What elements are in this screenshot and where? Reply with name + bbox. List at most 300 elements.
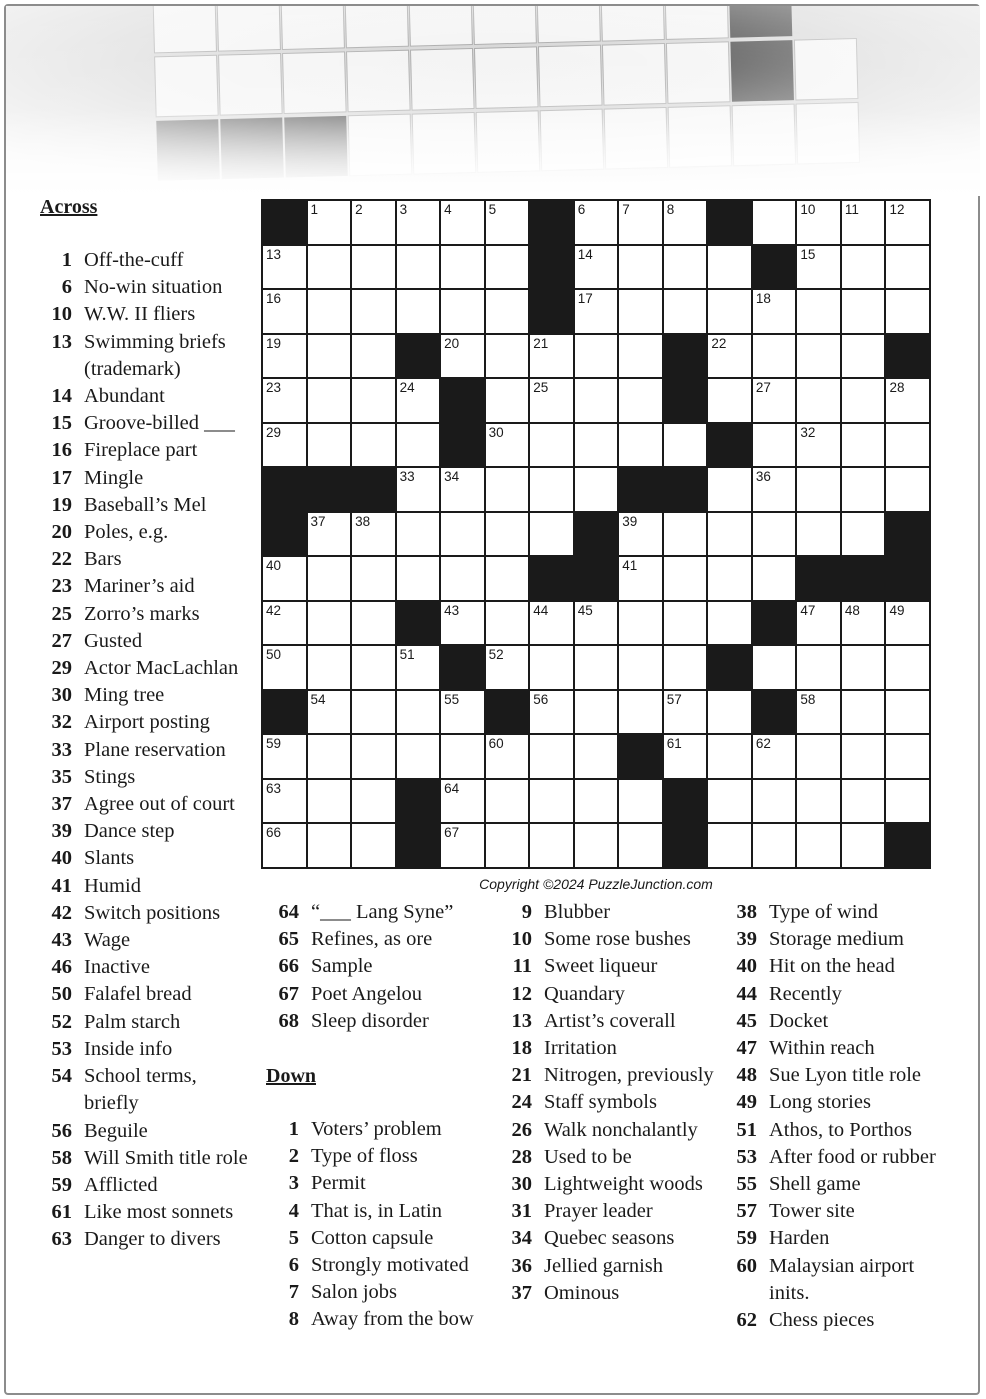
grid-cell[interactable] — [618, 423, 663, 468]
grid-cell[interactable] — [307, 779, 352, 824]
clue-item — [723, 1171, 938, 1198]
grid-row — [262, 289, 930, 334]
grid-cell[interactable] — [574, 378, 619, 423]
clue-number: 67 — [278, 982, 299, 1005]
clue-item — [498, 1062, 720, 1089]
clue-text: Prayer leader — [544, 1200, 653, 1223]
clue-item — [38, 601, 253, 628]
grid-cell[interactable] — [752, 378, 797, 423]
grid-cell[interactable] — [574, 690, 619, 735]
grid-cell[interactable] — [262, 245, 307, 290]
grid-cell[interactable] — [841, 734, 886, 779]
grid-cell[interactable] — [485, 289, 530, 334]
grid-cell[interactable] — [574, 200, 619, 245]
grid-cell[interactable] — [262, 289, 307, 334]
grid-cell[interactable] — [663, 245, 708, 290]
clue-number: 54 — [51, 1065, 72, 1088]
grid-cell[interactable] — [262, 734, 307, 779]
grid-cell[interactable] — [262, 423, 307, 468]
grid-cell[interactable] — [262, 823, 307, 868]
clue-item — [723, 899, 938, 926]
clue-text: Harden — [769, 1227, 830, 1250]
clue-item — [723, 1117, 938, 1144]
clue-item — [38, 519, 253, 546]
grid-cell[interactable] — [841, 823, 886, 868]
clue-text: Irritation — [544, 1037, 617, 1060]
grid-cell[interactable] — [396, 645, 441, 690]
clue-number: 58 — [51, 1146, 72, 1169]
cell-number: 48 — [844, 602, 860, 618]
grid-cell[interactable] — [841, 690, 886, 735]
grid-cell[interactable] — [440, 334, 485, 379]
clue-text: Fireplace part — [84, 439, 198, 462]
grid-cell[interactable] — [351, 556, 396, 601]
grid-cell[interactable] — [618, 601, 663, 646]
grid-cell[interactable] — [529, 690, 574, 735]
crossword-grid[interactable] — [261, 199, 931, 869]
cell-number: 39 — [622, 513, 638, 529]
grid-cell[interactable] — [618, 289, 663, 334]
grid-cell[interactable] — [307, 601, 352, 646]
clue-text: Dance step — [84, 820, 175, 843]
clue-text: Refines, as ore — [311, 928, 433, 951]
grid-cell[interactable] — [307, 823, 352, 868]
grid-cell[interactable] — [440, 601, 485, 646]
clue-item — [38, 709, 253, 736]
grid-row — [262, 823, 930, 868]
grid-cell[interactable] — [529, 467, 574, 512]
clue-text: Malaysian airport inits. — [769, 1254, 915, 1304]
cell-number: 17 — [577, 291, 593, 307]
grid-cell[interactable] — [529, 601, 574, 646]
clue-item — [265, 1306, 497, 1333]
clue-item — [38, 573, 253, 600]
clue-item — [38, 1009, 253, 1036]
grid-cell[interactable] — [618, 512, 663, 557]
clue-item — [498, 1008, 720, 1035]
grid-cell[interactable] — [796, 645, 841, 690]
clue-item — [498, 1117, 720, 1144]
grid-cell[interactable] — [885, 289, 930, 334]
grid-cell[interactable] — [396, 556, 441, 601]
grid-cell[interactable] — [841, 779, 886, 824]
grid-cell[interactable] — [618, 823, 663, 868]
clue-text: Lightweight woods — [544, 1173, 703, 1196]
grid-cell[interactable] — [663, 690, 708, 735]
grid-cell[interactable] — [663, 556, 708, 601]
grid-cell[interactable] — [262, 556, 307, 601]
cell-number: 2 — [355, 202, 363, 217]
cell-number: 12 — [889, 202, 905, 217]
copyright-notice: Copyright ©2024 PuzzleJunction.com — [479, 876, 713, 892]
grid-cell[interactable] — [752, 556, 797, 601]
clue-item — [723, 981, 938, 1008]
grid-cell[interactable] — [752, 734, 797, 779]
grid-cell[interactable] — [351, 334, 396, 379]
grid-cell[interactable] — [618, 200, 663, 245]
grid-cell[interactable] — [440, 289, 485, 334]
grid-cell[interactable] — [796, 690, 841, 735]
clue-text: Sue Lyon title role — [769, 1064, 922, 1087]
clue-text: “___ Lang Syne” — [311, 901, 454, 923]
grid-cell[interactable] — [307, 645, 352, 690]
clue-number: 31 — [511, 1200, 532, 1223]
grid-cell[interactable] — [885, 378, 930, 423]
grid-cell[interactable] — [796, 289, 841, 334]
grid-cell[interactable] — [307, 690, 352, 735]
cell-number: 66 — [266, 825, 282, 841]
grid-cell[interactable] — [796, 200, 841, 245]
black-square — [752, 601, 797, 646]
grid-cell[interactable] — [262, 645, 307, 690]
grid-cell[interactable] — [663, 512, 708, 557]
grid-cell[interactable] — [752, 423, 797, 468]
grid-cell[interactable] — [351, 645, 396, 690]
clue-item — [38, 818, 253, 845]
clue-text: Sample — [311, 955, 373, 978]
grid-cell[interactable] — [351, 245, 396, 290]
grid-cell[interactable] — [752, 334, 797, 379]
grid-cell[interactable] — [841, 423, 886, 468]
grid-cell[interactable] — [841, 245, 886, 290]
clue-item — [498, 1089, 720, 1116]
grid-cell[interactable] — [440, 779, 485, 824]
clue-item — [38, 1172, 253, 1199]
clue-number: 4 — [288, 1199, 299, 1222]
grid-cell[interactable] — [529, 645, 574, 690]
grid-row — [262, 556, 930, 601]
grid-cell[interactable] — [707, 289, 752, 334]
grid-cell[interactable] — [440, 734, 485, 779]
grid-cell[interactable] — [663, 601, 708, 646]
black-square — [262, 690, 307, 735]
grid-cell[interactable] — [796, 467, 841, 512]
grid-cell[interactable] — [529, 423, 574, 468]
grid-cell[interactable] — [618, 779, 663, 824]
grid-cell[interactable] — [885, 601, 930, 646]
grid-cell[interactable] — [796, 512, 841, 557]
grid-cell[interactable] — [574, 645, 619, 690]
grid-cell[interactable] — [396, 378, 441, 423]
grid-cell[interactable] — [574, 334, 619, 379]
grid-cell[interactable] — [796, 823, 841, 868]
grid-cell[interactable] — [307, 556, 352, 601]
grid-cell[interactable] — [396, 245, 441, 290]
grid-cell[interactable] — [396, 512, 441, 557]
grid-cell[interactable] — [529, 334, 574, 379]
black-square — [663, 467, 708, 512]
grid-cell[interactable] — [351, 289, 396, 334]
grid-cell[interactable] — [485, 601, 530, 646]
grid-cell[interactable] — [885, 200, 930, 245]
grid-cell[interactable] — [262, 334, 307, 379]
clue-item — [38, 954, 253, 981]
across-clue-list-continued — [265, 899, 497, 1035]
grid-cell[interactable] — [485, 423, 530, 468]
grid-cell[interactable] — [440, 556, 485, 601]
grid-row — [262, 512, 930, 557]
grid-cell[interactable] — [618, 245, 663, 290]
grid-cell[interactable] — [618, 556, 663, 601]
grid-cell[interactable] — [574, 601, 619, 646]
grid-cell[interactable] — [796, 779, 841, 824]
grid-cell[interactable] — [885, 779, 930, 824]
grid-cell[interactable] — [707, 779, 752, 824]
clue-text: Abundant — [84, 385, 165, 408]
grid-cell[interactable] — [307, 378, 352, 423]
black-square — [396, 823, 441, 868]
clue-text: Ming tree — [84, 684, 165, 707]
grid-cell[interactable] — [796, 378, 841, 423]
grid-cell[interactable] — [663, 289, 708, 334]
grid-cell[interactable] — [485, 512, 530, 557]
grid-cell[interactable] — [485, 378, 530, 423]
clue-number: 36 — [511, 1254, 532, 1277]
cell-number: 50 — [266, 647, 282, 663]
grid-cell[interactable] — [663, 734, 708, 779]
grid-cell[interactable] — [529, 378, 574, 423]
grid-cell[interactable] — [885, 645, 930, 690]
cell-number: 27 — [755, 380, 771, 396]
grid-cell[interactable] — [307, 734, 352, 779]
grid-cell[interactable] — [752, 200, 797, 245]
grid-cell[interactable] — [485, 245, 530, 290]
clue-item — [498, 1198, 720, 1225]
clue-text: Airport posting — [84, 711, 210, 734]
grid-cell[interactable] — [485, 556, 530, 601]
grid-cell[interactable] — [663, 200, 708, 245]
grid-cell[interactable] — [574, 779, 619, 824]
clue-number: 59 — [736, 1227, 757, 1250]
grid-cell[interactable] — [707, 690, 752, 735]
grid-cell[interactable] — [396, 423, 441, 468]
grid-cell[interactable] — [752, 512, 797, 557]
grid-cell[interactable] — [440, 245, 485, 290]
clue-number: 34 — [511, 1227, 532, 1250]
grid-cell[interactable] — [618, 334, 663, 379]
grid-cell[interactable] — [307, 200, 352, 245]
grid-cell[interactable] — [440, 690, 485, 735]
cell-number: 40 — [266, 558, 282, 574]
cell-number: 8 — [666, 202, 675, 217]
grid-cell[interactable] — [351, 779, 396, 824]
grid-cell[interactable] — [707, 467, 752, 512]
clue-item — [498, 1171, 720, 1198]
grid-cell[interactable] — [396, 289, 441, 334]
across-clue-list — [38, 247, 253, 1254]
grid-cell[interactable] — [307, 423, 352, 468]
grid-cell[interactable] — [618, 690, 663, 735]
clue-text: Walk nonchalantly — [544, 1118, 698, 1141]
grid-cell[interactable] — [574, 423, 619, 468]
grid-cell[interactable] — [574, 289, 619, 334]
black-square — [262, 200, 307, 245]
grid-cell[interactable] — [307, 334, 352, 379]
clue-number: 61 — [51, 1201, 72, 1224]
clue-number: 38 — [736, 901, 757, 923]
clue-item — [38, 1226, 253, 1253]
grid-cell[interactable] — [440, 823, 485, 868]
grid-cell[interactable] — [841, 200, 886, 245]
grid-cell[interactable] — [752, 779, 797, 824]
grid-cell[interactable] — [574, 823, 619, 868]
grid-cell[interactable] — [485, 645, 530, 690]
cell-number: 7 — [622, 202, 630, 217]
cell-number: 22 — [711, 335, 727, 351]
grid-cell[interactable] — [351, 690, 396, 735]
clue-text: Agree out of court — [84, 793, 235, 816]
clue-item — [38, 900, 253, 927]
clue-item — [498, 1280, 720, 1307]
grid-cell[interactable] — [396, 467, 441, 512]
grid-cell[interactable] — [574, 245, 619, 290]
clue-text: Hit on the head — [769, 955, 895, 978]
grid-cell[interactable] — [351, 823, 396, 868]
grid-cell[interactable] — [885, 734, 930, 779]
grid-cell[interactable] — [663, 645, 708, 690]
grid-cell[interactable] — [485, 200, 530, 245]
clue-number: 25 — [51, 602, 72, 625]
cell-number: 34 — [444, 469, 460, 485]
cell-number: 59 — [266, 736, 282, 752]
grid-cell[interactable] — [707, 556, 752, 601]
grid-cell[interactable] — [885, 690, 930, 735]
grid-cell[interactable] — [707, 245, 752, 290]
clue-text: Athos, to Porthos — [769, 1118, 912, 1141]
grid-cell[interactable] — [529, 779, 574, 824]
clue-text: Cotton capsule — [311, 1226, 434, 1249]
grid-cell[interactable] — [841, 334, 886, 379]
grid-cell[interactable] — [841, 601, 886, 646]
grid-cell[interactable] — [307, 289, 352, 334]
grid-cell[interactable] — [574, 734, 619, 779]
clue-item — [38, 682, 253, 709]
grid-cell[interactable] — [707, 378, 752, 423]
grid-cell[interactable] — [307, 245, 352, 290]
grid-cell[interactable] — [485, 779, 530, 824]
clue-text: Away from the bow — [311, 1308, 474, 1331]
cell-number: 30 — [488, 424, 504, 440]
cell-number: 56 — [533, 691, 549, 707]
grid-cell[interactable] — [262, 378, 307, 423]
grid-cell[interactable] — [796, 423, 841, 468]
clue-text: Long stories — [769, 1091, 871, 1114]
black-square — [707, 423, 752, 468]
grid-cell[interactable] — [885, 245, 930, 290]
black-square — [752, 690, 797, 735]
grid-cell[interactable] — [707, 823, 752, 868]
grid-cell[interactable] — [485, 734, 530, 779]
black-square — [663, 334, 708, 379]
clue-number: 1 — [288, 1118, 299, 1140]
clue-number: 42 — [51, 901, 72, 924]
grid-cell[interactable] — [796, 734, 841, 779]
grid-row — [262, 245, 930, 290]
clue-number: 64 — [278, 901, 299, 923]
grid-cell[interactable] — [885, 423, 930, 468]
grid-cell[interactable] — [841, 645, 886, 690]
grid-cell[interactable] — [752, 467, 797, 512]
clue-number: 8 — [288, 1308, 299, 1331]
grid-cell[interactable] — [351, 512, 396, 557]
clue-item — [38, 1063, 253, 1117]
grid-cell[interactable] — [574, 467, 619, 512]
grid-cell[interactable] — [485, 823, 530, 868]
grid-cell[interactable] — [752, 645, 797, 690]
grid-cell[interactable] — [485, 334, 530, 379]
clue-text: Shell game — [769, 1173, 861, 1196]
clue-item — [265, 926, 497, 953]
clue-number: 19 — [51, 493, 72, 516]
clue-number: 33 — [51, 738, 72, 761]
grid-cell[interactable] — [885, 467, 930, 512]
grid-cell[interactable] — [396, 734, 441, 779]
grid-cell[interactable] — [663, 423, 708, 468]
grid-cell[interactable] — [707, 334, 752, 379]
grid-cell[interactable] — [707, 601, 752, 646]
clue-text: Mingle — [84, 466, 144, 489]
grid-cell[interactable] — [440, 200, 485, 245]
grid-cell[interactable] — [529, 512, 574, 557]
grid-cell[interactable] — [351, 601, 396, 646]
grid-cell[interactable] — [396, 690, 441, 735]
grid-cell[interactable] — [841, 467, 886, 512]
grid-cell[interactable] — [351, 734, 396, 779]
grid-cell[interactable] — [396, 200, 441, 245]
black-square — [262, 512, 307, 557]
black-square — [752, 245, 797, 290]
clue-item — [723, 1035, 938, 1062]
clue-text: Like most sonnets — [84, 1201, 234, 1224]
black-square — [529, 245, 574, 290]
grid-row — [262, 779, 930, 824]
grid-cell[interactable] — [351, 423, 396, 468]
grid-cell[interactable] — [440, 512, 485, 557]
grid-cell[interactable] — [841, 289, 886, 334]
grid-cell[interactable] — [841, 378, 886, 423]
grid-cell[interactable] — [796, 245, 841, 290]
clue-item — [723, 1008, 938, 1035]
grid-cell[interactable] — [618, 645, 663, 690]
grid-cell[interactable] — [796, 601, 841, 646]
grid-cell[interactable] — [351, 200, 396, 245]
clue-text: Will Smith title role — [84, 1146, 248, 1169]
grid-cell[interactable] — [307, 512, 352, 557]
grid-cell[interactable] — [752, 823, 797, 868]
grid-cell[interactable] — [618, 378, 663, 423]
grid-cell[interactable] — [529, 734, 574, 779]
clue-number: 48 — [736, 1064, 757, 1087]
grid-cell[interactable] — [707, 512, 752, 557]
grid-cell[interactable] — [707, 734, 752, 779]
grid-cell[interactable] — [262, 779, 307, 824]
clue-text: Sleep disorder — [311, 1009, 429, 1032]
grid-cell[interactable] — [262, 601, 307, 646]
grid-cell[interactable] — [529, 823, 574, 868]
down-clue-list — [265, 1116, 497, 1334]
clue-number: 32 — [51, 711, 72, 734]
black-square — [885, 823, 930, 868]
grid-cell[interactable] — [796, 334, 841, 379]
grid-row — [262, 423, 930, 468]
grid-cell[interactable] — [485, 467, 530, 512]
grid-cell[interactable] — [752, 289, 797, 334]
grid-cell[interactable] — [440, 467, 485, 512]
grid-cell[interactable] — [841, 512, 886, 557]
cell-number: 6 — [577, 202, 586, 217]
grid-cell[interactable] — [351, 378, 396, 423]
clue-item — [265, 899, 497, 926]
